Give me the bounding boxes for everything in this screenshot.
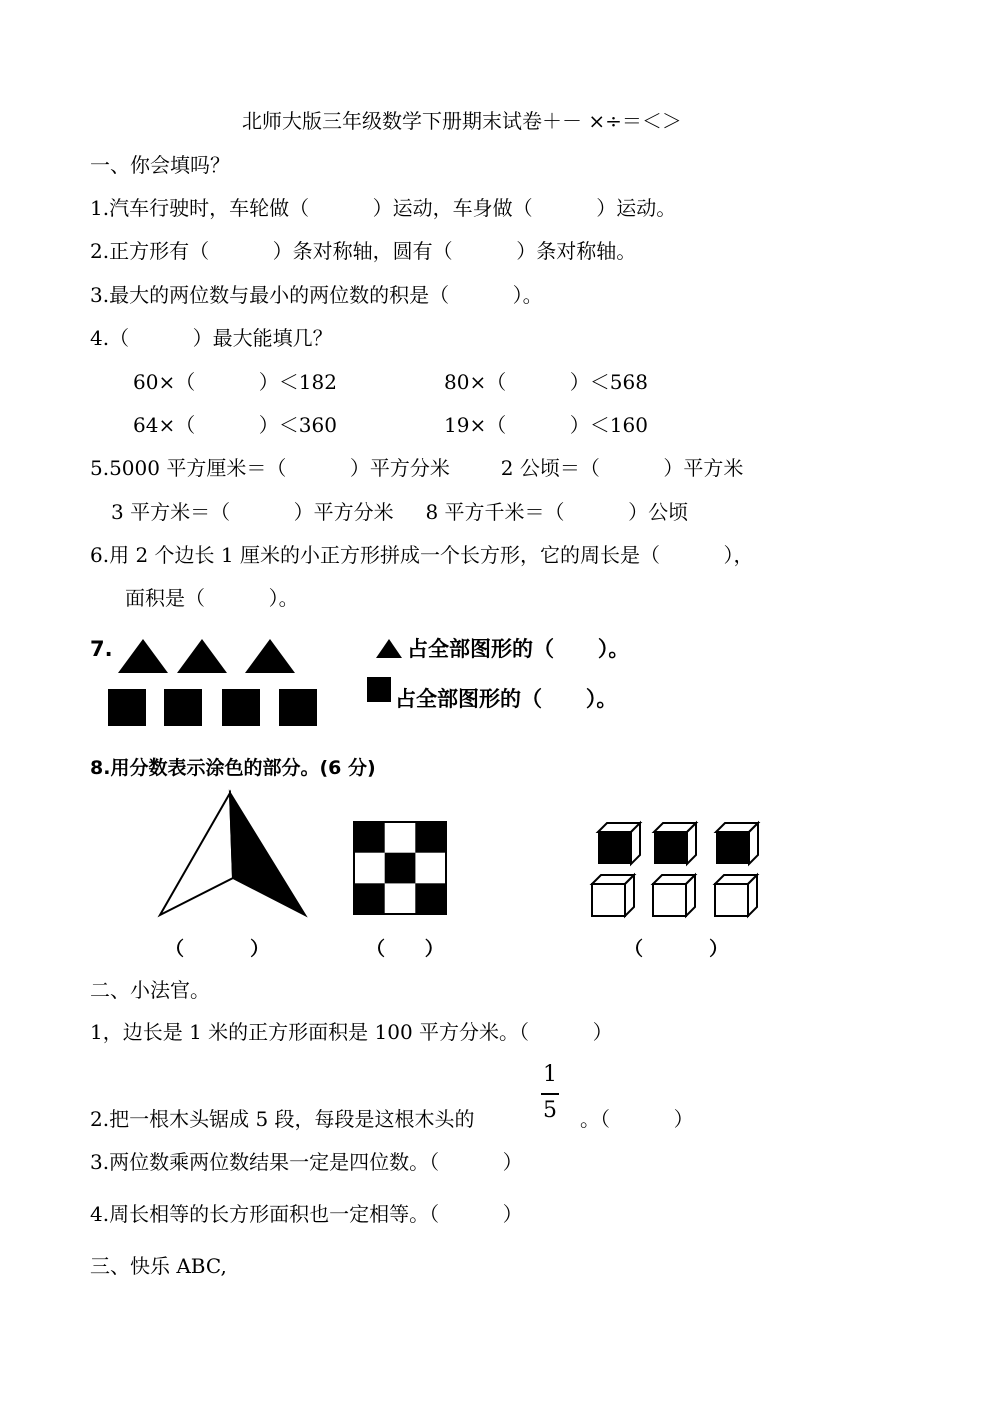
q4-item-1: 60×（ ）＜182 [133, 370, 337, 394]
fraction-denominator: 5 [543, 1098, 557, 1123]
question-1-5-line1: 5.5000 平方厘米＝（ ）平方分米 2 公顷＝（ ）平方米 [90, 456, 744, 480]
checker-grid [354, 822, 446, 914]
question-2-2-text: 2.把一根木头锯成 5 段，每段是这根木头的 [90, 1107, 475, 1131]
white-cube [653, 875, 695, 916]
shaded-triangle-part [230, 793, 305, 915]
fraction-numerator: 1 [543, 1062, 557, 1087]
question-1-2: 2.正方形有（ ）条对称轴，圆有（ ）条对称轴。 [90, 239, 637, 263]
shaded-cube [716, 823, 758, 864]
question-1-5-line2: 3 平方米＝（ ）平方分米 8 平方千米＝（ ）公顷 [111, 500, 689, 524]
question-2-4: 4.周长相等的长方形面积也一定相等。（ ） [90, 1202, 523, 1226]
question-1-6-line2: 面积是（ ）。 [125, 586, 299, 610]
white-cube [715, 875, 757, 916]
q8-blank-1: （ ） [165, 938, 270, 960]
question-2-3: 3.两位数乘两位数结果一定是四位数。（ ） [90, 1150, 523, 1174]
q4-item-2: 80×（ ）＜568 [444, 370, 648, 394]
question-1-8: 8.用分数表示涂色的部分。(6 分) [90, 757, 376, 779]
fraction-bar [541, 1093, 559, 1095]
q7-triangle-text: 占全部图形的（ ）。 [407, 637, 630, 661]
question-2-2-after: 。（ ） [580, 1107, 694, 1131]
q4-item-3: 64×（ ）＜360 [133, 413, 337, 437]
q7-square-text: 占全部图形的（ ）。 [395, 687, 618, 711]
question-1-1: 1.汽车行驶时，车轮做（ ）运动，车身做（ ）运动。 [90, 196, 677, 220]
question-1-6-line1: 6.用 2 个边长 1 厘米的小正方形拼成一个长方形，它的周长是（ ）， [90, 543, 754, 567]
section1-heading: 一、你会填吗？ [90, 153, 230, 177]
q8-blank-2: （ ） [366, 938, 444, 960]
q4-item-4: 19×（ ）＜160 [444, 413, 648, 437]
page-title: 北师大版三年级数学下册期末试卷＋－ ×÷＝＜＞ [242, 109, 682, 133]
section2-heading: 二、小法官。 [90, 978, 210, 1002]
q7-number: 7. [90, 637, 113, 661]
shaded-cube [654, 823, 696, 864]
question-1-4: 4.（ ）最大能填几？ [90, 326, 333, 350]
question-2-1: 1，边长是 1 米的正方形面积是 100 平方分米。（ ） [90, 1020, 613, 1044]
q8-blank-3: （ ） [624, 938, 729, 960]
shaded-cube [598, 823, 640, 864]
white-cube [592, 875, 634, 916]
section3-heading: 三、快乐 ABC, [90, 1254, 227, 1278]
white-triangle-part [160, 793, 233, 915]
question-1-3: 3.最大的两位数与最小的两位数的积是（ ）。 [90, 283, 543, 307]
